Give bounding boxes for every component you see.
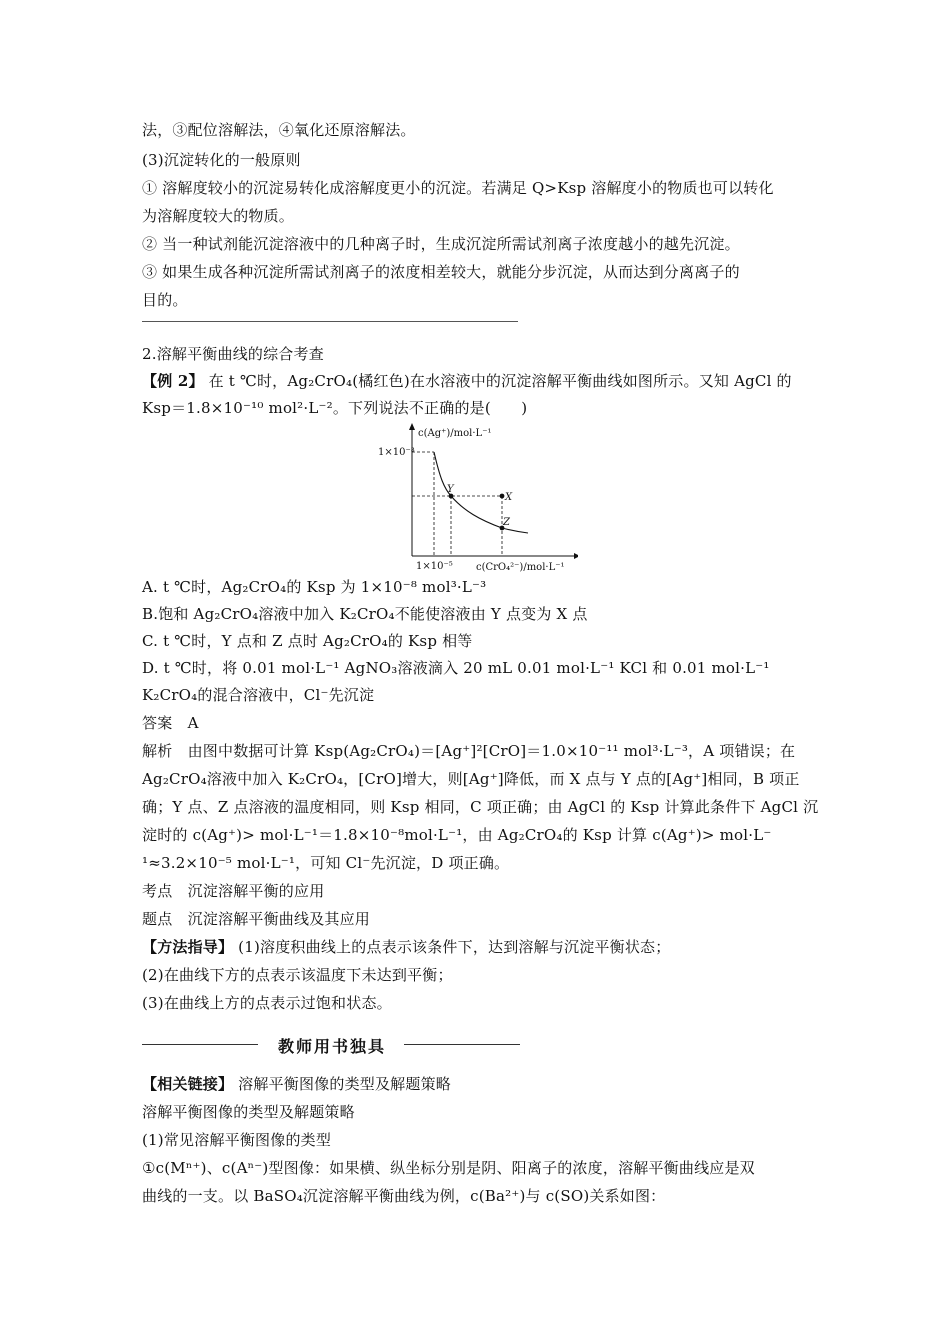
banner-title: 教师用书独具 <box>277 1037 386 1056</box>
method-line: (3)在曲线上方的点表示过饱和状态。 <box>142 994 392 1012</box>
example-text: 在 t ℃时，Ag₂CrO₄(橘红色)在水溶液中的沉淀溶解平衡曲线如图所示。又知 AgCl 的 <box>208 372 792 390</box>
point-z-label: Z <box>503 517 510 528</box>
example-tag: 【例 2】 <box>142 372 204 390</box>
text-line: Ksp＝1.8×10⁻¹⁰ mol²·L⁻²。下列说法不正确的是( ) <box>142 399 528 417</box>
analysis-line: 确；Y 点、Z 点溶液的温度相同，则 Ksp 相同，C 项正确；由 AgCl 的 Ksp 计算此条件下 AgCl 沉 <box>142 798 819 816</box>
related-link-line <box>142 1074 810 1094</box>
text-line: ② 当一种试剂能沉淀溶液中的几种离子时，生成沉淀所需试剂离子浓度越小的越先沉淀。 <box>142 235 740 253</box>
y-axis-arrow <box>409 423 415 430</box>
example-line <box>142 371 810 391</box>
text-line: ①c(Mⁿ⁺)、c(Aⁿ⁻)型图像：如果横、纵坐标分别是阴、阳离子的浓度，溶解平衡曲线应是双 <box>142 1159 755 1177</box>
point-y-label: Y <box>447 484 454 495</box>
text-line: 为溶解度较大的物质。 <box>142 207 295 225</box>
point-x <box>500 494 505 499</box>
banner-rule-left <box>142 1044 258 1045</box>
text-line: 溶解平衡图像的类型及解题策略 <box>142 1103 355 1121</box>
related-link-tag: 【相关链接】 <box>142 1075 234 1093</box>
text-line: ③ 如果生成各种沉淀所需试剂离子的浓度相差较大，就能分步沉淀，从而达到分离离子的 <box>142 263 740 281</box>
section-heading: 2.溶解平衡曲线的综合考查 <box>142 345 324 363</box>
text-line: 法，③配位溶解法，④氧化还原溶解法。 <box>142 121 416 139</box>
text-line: (1)常见溶解平衡图像的类型 <box>142 1131 332 1149</box>
y-tick-label: 1×10⁻³ <box>378 447 415 458</box>
teacher-only-banner <box>142 1034 522 1056</box>
x-axis-label: c(CrO₄²⁻)/mol·L⁻¹ <box>476 562 565 573</box>
analysis-line: Ag₂CrO₄溶液中加入 K₂CrO₄，[CrO]增大，则[Ag⁺]降低，而 X 点与 Y 点的[Ag⁺]相同，B 项正 <box>142 770 800 788</box>
text-line: 曲线的一支。以 BaSO₄沉淀溶解平衡曲线为例，c(Ba²⁺)与 c(SO)关系如图： <box>142 1187 666 1205</box>
x-tick-label: 1×10⁻⁵ <box>416 561 453 572</box>
section-divider <box>142 321 518 322</box>
answer: 答案 A <box>142 714 199 732</box>
y-axis-label: c(Ag⁺)/mol·L⁻¹ <box>418 428 492 439</box>
option-d: D. t ℃时，将 0.01 mol·L⁻¹ AgNO₃溶液滴入 20 mL 0.01 mol·L⁻¹ KCl 和 0.01 mol·L⁻¹ <box>142 659 770 677</box>
method-text: (1)溶度积曲线上的点表示该条件下，达到溶解与沉淀平衡状态； <box>238 938 671 956</box>
solubility-curve-graph <box>378 422 578 574</box>
knowledge-point: 考点 沉淀溶解平衡的应用 <box>142 882 325 900</box>
method-line <box>142 937 810 957</box>
text-line: 目的。 <box>142 291 188 309</box>
text-line: ① 溶解度较小的沉淀易转化成溶解度更小的沉淀。若满足 Q>Ksp 溶解度小的物质也可以转化 <box>142 179 774 197</box>
topic-point: 题点 沉淀溶解平衡曲线及其应用 <box>142 910 371 928</box>
analysis-line: ¹≈3.2×10⁻⁵ mol·L⁻¹，可知 Cl⁻先沉淀，D 项正确。 <box>142 854 510 872</box>
option-a: A. t ℃时，Ag₂CrO₄的 Ksp 为 1×10⁻⁸ mol³·L⁻³ <box>142 578 487 596</box>
method-tag: 【方法指导】 <box>142 938 234 956</box>
banner-rule-right <box>404 1044 520 1045</box>
option-c: C. t ℃时，Y 点和 Z 点时 Ag₂CrO₄的 Ksp 相等 <box>142 632 473 650</box>
analysis-line: 淀时的 c(Ag⁺)> mol·L⁻¹＝1.8×10⁻⁸mol·L⁻¹，由 Ag₂CrO₄的 Ksp 计算 c(Ag⁺)> mol·L⁻ <box>142 826 772 844</box>
point-x-label: X <box>505 492 513 503</box>
method-line: (2)在曲线下方的点表示该温度下未达到平衡； <box>142 966 453 984</box>
option-b: B.饱和 Ag₂CrO₄溶液中加入 K₂CrO₄不能使溶液由 Y 点变为 X 点 <box>142 605 588 623</box>
option-d-cont: K₂CrO₄的混合溶液中，Cl⁻先沉淀 <box>142 686 375 704</box>
analysis-line: 解析 由图中数据可计算 Ksp(Ag₂CrO₄)＝[Ag⁺]²[CrO]＝1.0×10⁻¹¹ mol³·L⁻³，A 项错误；在 <box>142 742 796 760</box>
related-link-text: 溶解平衡图像的类型及解题策略 <box>238 1075 451 1093</box>
text-line: (3)沉淀转化的一般原则 <box>142 151 301 169</box>
x-axis-arrow <box>574 553 578 559</box>
